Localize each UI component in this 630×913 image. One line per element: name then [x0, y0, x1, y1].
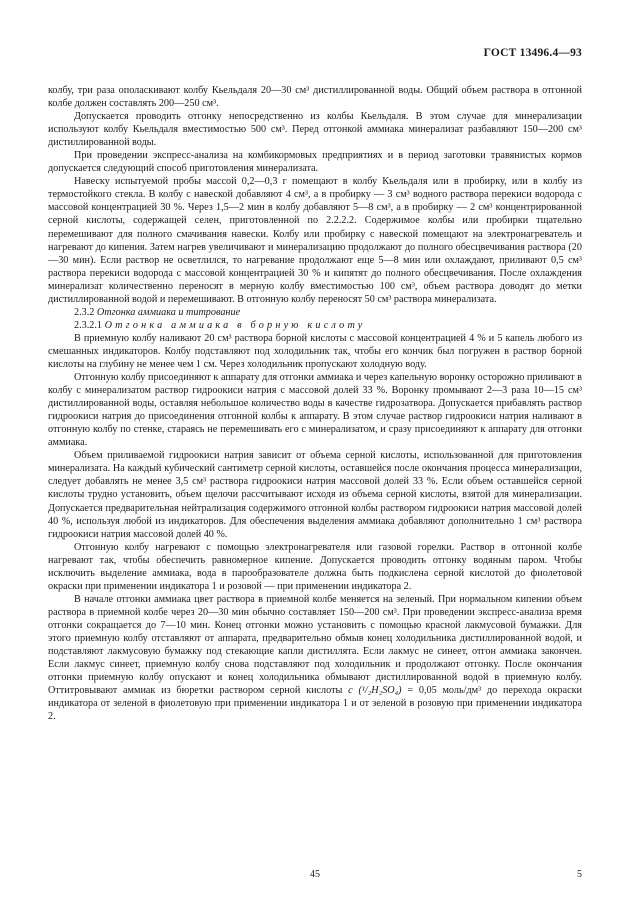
- formula: c (¹/₂H₂SO₄): [348, 685, 402, 697]
- paragraph: Допускается проводить отгонку непосредственно из колбы Кьельдаля. В этом случае для минерализации используют колбу Кьельдаля вместимостью 500 см³. Перед отгонкой аммиака минерализат разбавляют 150—200 см³ дистиллированной воды.: [48, 111, 582, 149]
- page-number: 45: [310, 869, 320, 880]
- paragraph: Объем приливаемой гидроокиси натрия зависит от объема серной кислоты, использованной для приготовления минерализата. На каждый кубический сантиметр серной кислоты, оставшейся после окончания процесса минерализации, следует добавлять не менее 3,5 см³ раствора гидроокиси натрия массовой долей 33 %. Если объем оставшейся серной кислоты трудно установить, объем щелочи рассчитывают исходя из объема серной кислоты, взятой для минерализации. Допускается предварительная нейтрализация содержимого отгонной колбы раствором гидроокиси натрия массовой долей 40 %, используя любой из индикаторов. Для обеспечения выделения аммиака добавляют дополнительно 1 см³ раствора гидроокиси натрия массовой долей 40 %.: [48, 450, 582, 540]
- document-header: ГОСТ 13496.4—93: [483, 47, 582, 59]
- paragraph: колбу, три раза ополаскивают колбу Кьельдаля 20—30 см³ дистиллированной воды. Общий объем раствора в отгонной колбе должен составлять 200—250 см³.: [48, 85, 582, 110]
- paragraph-final: В начале отгонки аммиака цвет раствора в приемной колбе меняется на зеленый. При нормальном кипении объем раствора в приемной колбе через 20—30 мин обычно составляет 150—200 см³. При проведении экспресс-анализа время отгонки сокращается до 7—10 мин. Конец отгонки можно установить с помощью красной лакмусовой бумажки. Для этого приемную колбу отставляют от аппарата, предварительно обмыв конец холодильника дистиллированной водой, и подставляют лакмусовую бумажку под стекающие капли дистиллята. Если лакмус не синеет, отгон аммиака закончен. Если лакмус синеет, приемную колбу снова подставляют под холодильник и продолжают отгонку. После окончания отгонки приемную колбу опускают и конец холодильника обмывают дистиллированной водой в приемную колбу. Оттитровывают аммиак из бюретки раствором серной кислоты c (¹/₂H₂SO₄) = 0,05 моль/дм³ до перехода окраски индикатора от зеленой в фиолетовую при применении индикатора 1 и от зеленой в розовую при применении индикатора 2.: [48, 593, 582, 723]
- section-title: Отгонка аммиака и титрование: [96, 306, 241, 318]
- paragraph: Отгонную колбу присоединяют к аппарату для отгонки аммиака и через капельную воронку осторожно приливают в колбу с минерализатом раствор гидроокиси натрия с массовой долей 33 %. Воронку промывают 2—3 раза 10—15 см³ дистиллированной воды, оставляя небольшое количество воды в качестве гидрозатвора. Допускается прибавлять раствор гидроокиси натрия до присоединения отгонной колбы к аппарату. В этом случае раствор гидроокиси натрия наливают в отгонную колбу по стенке, стараясь не перемешивать его с минерализатом, и сразу присоединяют к аппарату для отгонки аммиака.: [48, 372, 582, 449]
- section-number: 2.3.2: [74, 306, 95, 318]
- paragraph: В приемную колбу наливают 20 см³ раствора борной кислоты с массовой концентрацией 4 % и 5 капель любого из смешанных индикаторов. Колбу подставляют под холодильник так, чтобы его кончик был погружен в раствор борной кислоты на глубину не менее чем 1 см. Через холодильник пропускают холодную воду.: [48, 332, 582, 370]
- section-title: Отгонка аммиака в борную кислоту: [104, 319, 366, 331]
- section-number: 2.3.2.1: [74, 319, 103, 331]
- paragraph: Навеску испытуемой пробы массой 0,2—0,3 г помещают в колбу Кьельдаля или в пробирку, или в колбу из термостойкого стекла. В колбу с навеской добавляют 4 см³, а в пробирку — 3 см³ водного раствора перекиси водорода с массовой концентрацией 30 %. Через 1,5—2 мин в колбу добавляют 5—8 см³, а в пробирку — 2 см³ концентрированной серной кислоты, содержащей селен, приготовленной по 2.2.2.2. Содержимое колбы или пробирки тщательно перемешивают для полного смачивания навески. Колбу или пробирку с навеской помещают на электронагреватель и нагревают до кипения. Затем нагрев увеличивают и минерализацию продолжают до полного обесцвечивания раствора (20—30 мин). Если раствор не осветлился, то нагревание продолжают еще 5—8 мин или охлаждают, приливают 0,5 см³ раствора перекиси водорода с массовой концентрацией 30 % и кипятят до полного обесцвечивания. После охлаждения минерализат количественно переносят в мерную колбу вместимостью 100 см³, объем раствора доводят до метки дистиллированной водой и перемешивают. В отгонную колбу переносят 50 см³ раствора минерализата.: [48, 176, 582, 305]
- sheet-number: 5: [577, 869, 582, 880]
- paragraph: При проведении экспресс-анализа на комбикормовых предприятиях и в период заготовки травянистых кормов допускается следующий способ приготовления минерализата.: [48, 150, 582, 175]
- section-heading-2-3-2: [48, 306, 582, 319]
- paragraph: Отгонную колбу нагревают с помощью электронагревателя или газовой горелки. Раствор в отгонной колбе нагревают так, чтобы обеспечить равномерное кипение. Допускается проводить отгонку водяным паром. Чтобы исключить выделение аммиака, вода в парообразователе должна быть подкислена серной кислотой до фиолетовой окраски при применении индикатора 1 и розовой — при применении индикатора 2.: [48, 541, 582, 592]
- document-body: [48, 84, 582, 723]
- section-heading-2-3-2-1: [48, 319, 582, 332]
